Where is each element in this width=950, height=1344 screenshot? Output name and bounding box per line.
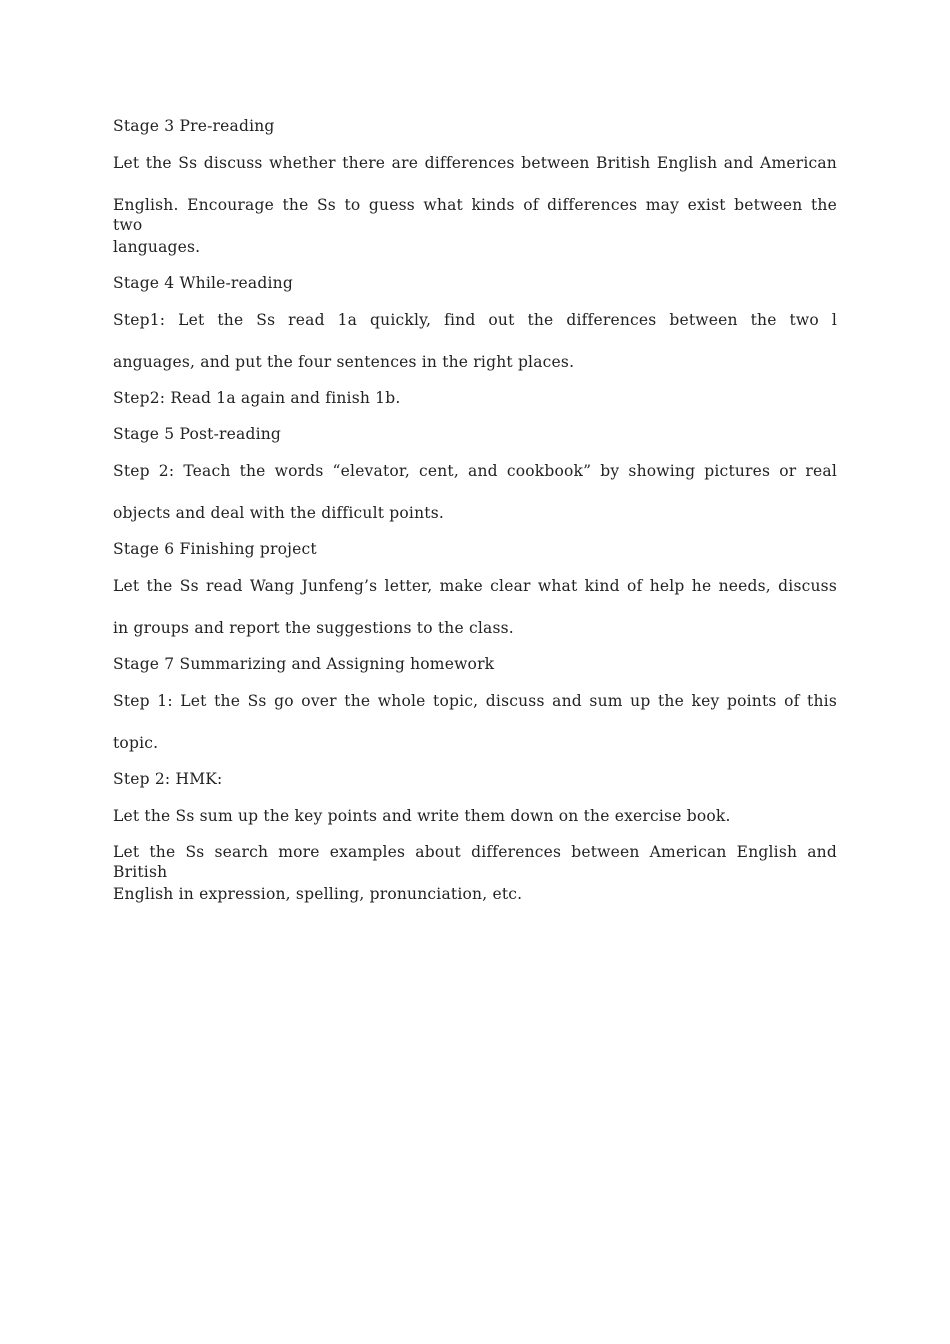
paragraph-line: Step2: Read 1a again and finish 1b.	[113, 389, 401, 407]
heading-stage-4: Stage 4 While-reading	[113, 274, 293, 292]
paragraph-line: English. Encourage the Ss to guess what kinds of differences may exist between the two	[113, 196, 837, 234]
paragraph-line: Let the Ss discuss whether there are differences between British English and American	[113, 154, 837, 172]
heading-stage-6: Stage 6 Finishing project	[113, 540, 317, 558]
paragraph-line: Step1: Let the Ss read 1a quickly, find out the differences between the two l	[113, 311, 837, 329]
paragraph-line: in groups and report the suggestions to the class.	[113, 619, 514, 637]
paragraph-line: topic.	[113, 734, 159, 752]
paragraph-line: Let the Ss read Wang Junfeng’s letter, make clear what kind of help he needs, discuss	[113, 577, 837, 595]
paragraph-line: languages.	[113, 238, 201, 256]
heading-stage-3: Stage 3 Pre-reading	[113, 117, 275, 135]
paragraph-line: Let the Ss search more examples about differences between American English and British	[113, 843, 837, 881]
paragraph-line: Step 2: HMK:	[113, 770, 223, 788]
paragraph-line: objects and deal with the difficult points.	[113, 504, 444, 522]
paragraph-line: Step 1: Let the Ss go over the whole topic, discuss and sum up the key points of this	[113, 692, 837, 710]
paragraph-line: Let the Ss sum up the key points and write them down on the exercise book.	[113, 807, 731, 825]
heading-stage-7: Stage 7 Summarizing and Assigning homework	[113, 655, 495, 673]
paragraph-line: anguages, and put the four sentences in the right places.	[113, 353, 575, 371]
paragraph-line: English in expression, spelling, pronunciation, etc.	[113, 885, 523, 903]
paragraph-line: Step 2: Teach the words “elevator, cent, and cookbook” by showing pictures or real	[113, 462, 837, 480]
heading-stage-5: Stage 5 Post-reading	[113, 425, 282, 443]
